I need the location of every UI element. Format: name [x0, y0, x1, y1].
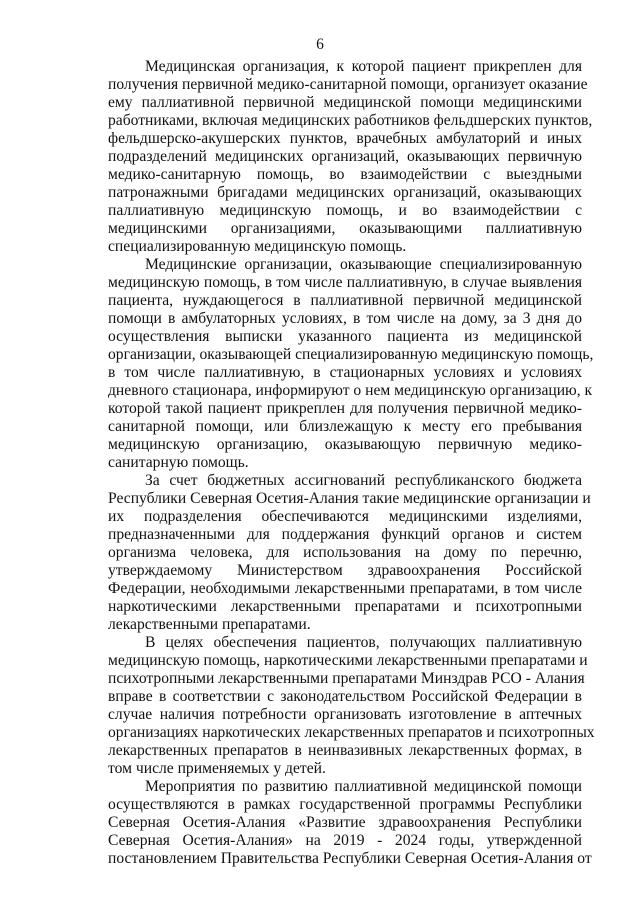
text-line: подразделений медицинских организаций, оказывающих первичную: [108, 148, 582, 165]
text-line: Северная Осетия-Алания» на 2019 - 2024 годы, утвержденной: [108, 832, 582, 849]
text-line: ему паллиативной первичной медицинской помощи медицинскими: [108, 94, 582, 111]
text-line: За счет бюджетных ассигнований республиканского бюджета: [145, 472, 582, 489]
paragraph: [108, 58, 593, 256]
text-line: санитарную помощь.: [108, 454, 249, 471]
text-line: организма человека, для использования на дому по перечню,: [108, 544, 582, 561]
text-line: осуществляются в рамках государственной программы Республики: [108, 796, 582, 813]
text-line: Медицинские организации, оказывающие специализированную: [145, 256, 582, 273]
text-line: утверждаемому Министерством здравоохранения Российской: [108, 562, 582, 579]
text-line: организациях наркотических лекарственных препаратов и психотропных: [108, 724, 595, 741]
text-line: в том числе паллиативную, в стационарных условиях и условиях: [108, 364, 582, 381]
text-line: медицинскую помощь, наркотическими лекарственными препаратами и: [108, 652, 588, 669]
text-line: предназначенными для поддержания функций органов и систем: [108, 526, 582, 543]
text-line: организации, оказывающей специализированную медицинскую помощь,: [108, 346, 594, 363]
text-line: медицинскую помощь, в том числе паллиативную, в случае выявления: [108, 274, 582, 291]
text-line: лекарственными препаратами.: [108, 616, 311, 633]
text-line: патронажными бригадами медицинских организаций, оказывающих: [108, 184, 582, 201]
text-line: пациента, нуждающегося в паллиативной первичной медицинской: [108, 292, 582, 309]
page-number: 6: [316, 36, 324, 53]
text-line: которой такой пациент прикреплен для получения первичной медико-: [108, 400, 582, 417]
text-line: их подразделения обеспечиваются медицинскими изделиями,: [108, 508, 582, 525]
text-line: дневного стационара, информируют о нем медицинскую организацию, к: [108, 382, 593, 399]
text-line: случае наличия потребности организовать изготовление в аптечных: [108, 706, 582, 723]
text-line: В целях обеспечения пациентов, получающих паллиативную: [145, 634, 582, 651]
text-line: лекарственных препаратов в неинвазивных лекарственных формах, в: [108, 742, 582, 759]
text-line: санитарной помощи, или близлежащую к месту его пребывания: [108, 418, 582, 435]
text-line: работниками, включая медицинских работников фельдшерских пунктов,: [108, 112, 593, 129]
text-line: фельдшерско-акушерских пунктов, врачебных амбулаторий и иных: [108, 130, 582, 147]
text-line: Медицинская организация, к которой пациент прикреплен для: [145, 58, 582, 75]
text-line: получения первичной медико-санитарной помощи, организует оказание: [108, 76, 588, 93]
text-line: постановлением Правительства Республики Северная Осетия-Алания от: [108, 850, 592, 867]
text-line: Мероприятия по развитию паллиативной медицинской помощи: [145, 778, 582, 795]
text-line: Республики Северная Осетия-Алания такие медицинские организации и: [108, 490, 591, 507]
text-line: специализированную медицинскую помощь.: [108, 238, 407, 255]
text-line: медицинскими организациями, оказывающими паллиативную: [108, 220, 582, 237]
text-line: медико-санитарную помощь, во взаимодействии с выездными: [108, 166, 582, 183]
paragraph: [108, 472, 591, 634]
text-line: медицинскую организацию, оказывающую первичную медико-: [108, 436, 582, 453]
text-line: осуществления выписки указанного пациента из медицинской: [108, 328, 582, 345]
text-line: том числе применяемых у детей.: [108, 760, 326, 777]
text-line: психотропными лекарственными препаратами Минздрав РСО - Алания: [108, 670, 585, 687]
text-line: наркотическими лекарственными препаратами и психотропными: [108, 598, 582, 615]
paragraph: [108, 256, 594, 472]
text-line: паллиативную медицинскую помощь, и во взаимодействии с: [108, 202, 582, 219]
text-line: помощи в амбулаторных условиях, в том числе на дому, за 3 дня до: [108, 310, 582, 327]
paragraph: [108, 634, 595, 778]
text-line: Федерации, необходимыми лекарственными препаратами, в том числе: [108, 580, 582, 597]
document-body: [108, 58, 595, 868]
paragraph: [108, 778, 592, 868]
text-line: Северная Осетия-Алания «Развитие здравоохранения Республики: [108, 814, 582, 831]
text-line: вправе в соответствии с законодательством Российской Федерации в: [108, 688, 582, 705]
